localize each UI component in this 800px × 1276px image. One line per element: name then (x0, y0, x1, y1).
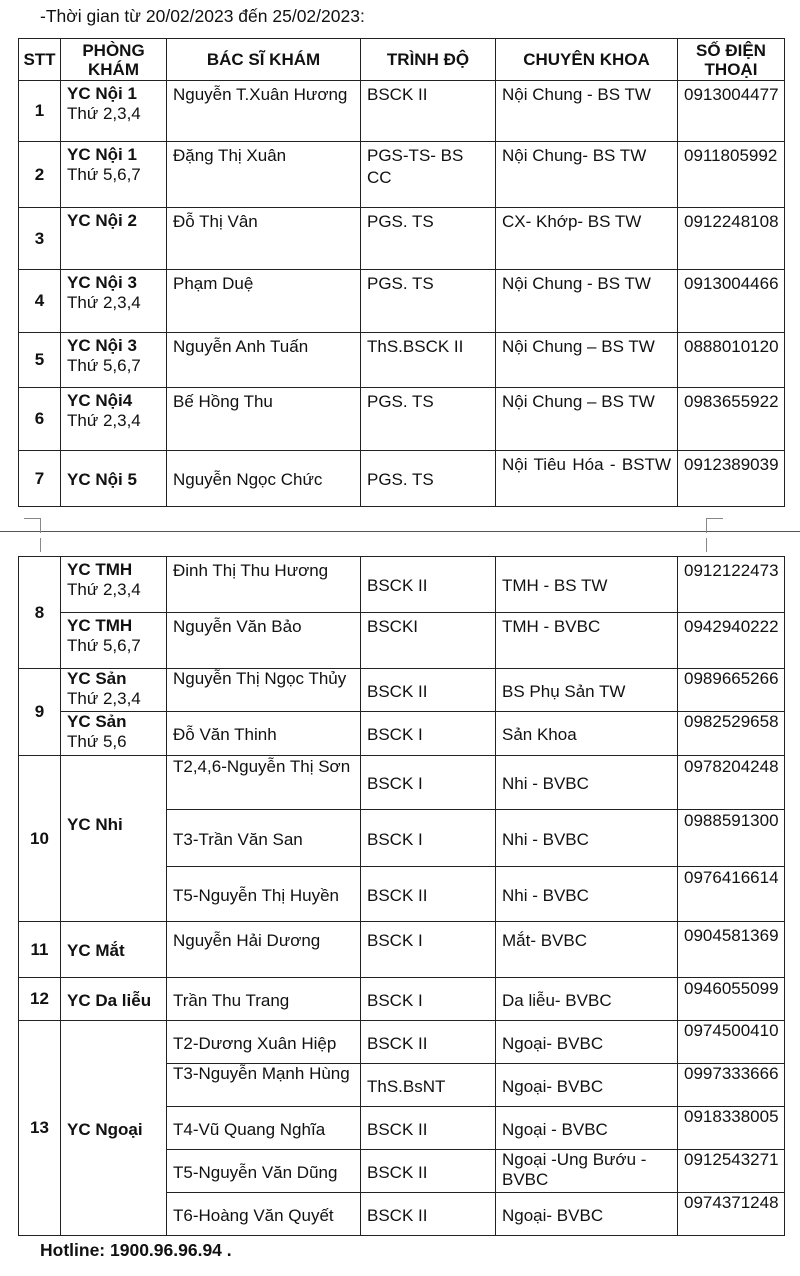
clinic-cell (61, 270, 167, 333)
doctor-degree: ThS.BSCK II (361, 333, 496, 388)
doctor-name: Bế Hồng Thu (167, 388, 361, 451)
doctor-degree: PGS. TS (361, 388, 496, 451)
schedule-period: -Thời gian từ 20/02/2023 đến 25/02/2023: (40, 6, 365, 26)
clinic-days: Thứ 5,6,7 (67, 165, 141, 184)
doctor-degree: BSCK I (361, 756, 496, 810)
specialty: Ngoại - BVBC (496, 1107, 678, 1150)
clinic-cell (61, 756, 167, 922)
row-number: 8 (19, 557, 61, 669)
clinic-cell (61, 388, 167, 451)
clinic-name: YC Nội 3 (67, 273, 137, 292)
clinic-name: YC Nội 3 (67, 336, 137, 355)
phone-number: 0982529658 (678, 712, 785, 756)
specialty: Sản Khoa (496, 712, 678, 756)
phone-number: 0913004466 (678, 270, 785, 333)
doctor-name: Nguyễn T.Xuân Hương (167, 81, 361, 142)
phone-number: 0913004477 (678, 81, 785, 142)
clinic-days: Thứ 2,3,4 (67, 104, 141, 123)
table-row (19, 1021, 785, 1064)
doctor-name: Trần Thu Trang (167, 978, 361, 1021)
clinic-days: Thứ 2,3,4 (67, 689, 141, 708)
doctor-degree: BSCK II (361, 669, 496, 712)
row-number: 4 (19, 270, 61, 333)
table-header-row (19, 39, 785, 81)
doctor-name: Đặng Thị Xuân (167, 142, 361, 208)
col-header-specialty: CHUYÊN KHOA (496, 39, 678, 81)
phone-number: 0974371248 (678, 1193, 785, 1236)
doctor-degree: PGS-TS- BS CC (361, 142, 496, 208)
doctor-degree: PGS. TS (361, 208, 496, 270)
table-row (19, 270, 785, 333)
clinic-name: YC Sản (67, 669, 127, 688)
row-number: 6 (19, 388, 61, 451)
table-row (19, 557, 785, 613)
doctor-degree: BSCK I (361, 978, 496, 1021)
clinic-cell (61, 557, 167, 613)
table-row (19, 712, 785, 756)
specialty: Nội Chung- BS TW (496, 142, 678, 208)
table-row (19, 333, 785, 388)
clinic-days: Thứ 2,3,4 (67, 293, 141, 312)
doctor-name: T6-Hoàng Văn Quyết (167, 1193, 361, 1236)
clinic-cell (61, 922, 167, 978)
col-header-degree: TRÌNH ĐỘ (361, 39, 496, 81)
doctor-degree: BSCKI (361, 613, 496, 669)
doctor-degree: BSCK II (361, 1193, 496, 1236)
page-corner-mark (706, 538, 723, 552)
specialty: Ngoại- BVBC (496, 1064, 678, 1107)
specialty: Nhi - BVBC (496, 810, 678, 867)
phone-number: 0912122473 (678, 557, 785, 613)
col-header-stt: STT (19, 39, 61, 81)
doctor-degree: PGS. TS (361, 451, 496, 507)
doctor-name: Đỗ Thị Vân (167, 208, 361, 270)
phone-number: 0918338005 (678, 1107, 785, 1150)
specialty: Mắt- BVBC (496, 922, 678, 978)
specialty: Nội Chung – BS TW (496, 333, 678, 388)
row-number: 5 (19, 333, 61, 388)
col-header-phone: SỐ ĐIỆN THOẠI (678, 39, 785, 81)
specialty: Nội Chung - BS TW (496, 81, 678, 142)
phone-number: 0946055099 (678, 978, 785, 1021)
clinic-days: Thứ 2,3,4 (67, 411, 141, 430)
phone-number: 0983655922 (678, 388, 785, 451)
specialty: Nội Tiêu Hóa - BSTW (496, 451, 678, 507)
specialty: Nhi - BVBC (496, 867, 678, 922)
doctor-degree: BSCK I (361, 810, 496, 867)
specialty: Ngoại- BVBC (496, 1021, 678, 1064)
clinic-cell (61, 451, 167, 507)
phone-number: 0912543271 (678, 1150, 785, 1193)
row-number: 12 (19, 978, 61, 1021)
table-row (19, 756, 785, 810)
table-row (19, 208, 785, 270)
clinic-cell (61, 1021, 167, 1236)
doctor-name: Đỗ Văn Thinh (167, 712, 361, 756)
doctor-name: T2-Dương Xuân Hiệp (167, 1021, 361, 1064)
row-number: 7 (19, 451, 61, 507)
phone-number: 0904581369 (678, 922, 785, 978)
doctor-degree: ThS.BsNT (361, 1064, 496, 1107)
clinic-name: YC Mắt (67, 941, 125, 960)
phone-number: 0888010120 (678, 333, 785, 388)
clinic-name: YC TMH (67, 616, 133, 635)
clinic-cell (61, 669, 167, 712)
page-corner-mark (706, 518, 723, 533)
clinic-cell (61, 712, 167, 756)
col-header-doctor: BÁC SĨ KHÁM (167, 39, 361, 81)
row-number: 3 (19, 208, 61, 270)
clinic-name: YC Sản (67, 712, 127, 731)
phone-number: 0911805992 (678, 142, 785, 208)
doctor-name: T4-Vũ Quang Nghĩa (167, 1107, 361, 1150)
specialty: BS Phụ Sản TW (496, 669, 678, 712)
row-number: 9 (19, 669, 61, 756)
doctor-degree: BSCK II (361, 81, 496, 142)
doctor-name: T3-Trần Văn San (167, 810, 361, 867)
clinic-name: YC Nội 1 (67, 145, 137, 164)
table-row (19, 451, 785, 507)
specialty: Ngoại- BVBC (496, 1193, 678, 1236)
clinic-cell (61, 978, 167, 1021)
doctor-degree: BSCK II (361, 867, 496, 922)
specialty: Ngoại -Ung Bướu - BVBC (496, 1150, 678, 1193)
clinic-name: YC Nội 1 (67, 84, 137, 103)
col-header-clinic: PHÒNG KHÁM (61, 39, 167, 81)
specialty: TMH - BVBC (496, 613, 678, 669)
doctor-degree: BSCK II (361, 557, 496, 613)
doctor-degree: BSCK I (361, 922, 496, 978)
clinic-days: Thứ 2,3,4 (67, 580, 141, 599)
phone-number: 0989665266 (678, 669, 785, 712)
clinic-name: YC Nội 5 (67, 470, 137, 489)
specialty: Nội Chung – BS TW (496, 388, 678, 451)
doctor-degree: BSCK II (361, 1150, 496, 1193)
row-number: 11 (19, 922, 61, 978)
clinic-cell (61, 208, 167, 270)
specialty: CX- Khớp- BS TW (496, 208, 678, 270)
clinic-cell (61, 142, 167, 208)
doctor-name: Phạm Duệ (167, 270, 361, 333)
clinic-days: Thứ 5,6,7 (67, 356, 141, 375)
table-row (19, 669, 785, 712)
table-row (19, 922, 785, 978)
clinic-name: YC TMH (67, 560, 133, 579)
doctor-degree: BSCK II (361, 1021, 496, 1064)
table-row (19, 978, 785, 1021)
doctor-name: Nguyễn Ngọc Chức (167, 451, 361, 507)
doctor-schedule-table-part-1 (18, 38, 785, 507)
phone-number: 0942940222 (678, 613, 785, 669)
phone-number: 0997333666 (678, 1064, 785, 1107)
clinic-name: YC Nội 2 (67, 211, 137, 230)
clinic-cell (61, 81, 167, 142)
clinic-name: YC Da liễu (67, 990, 152, 1010)
page-break-line (0, 531, 800, 532)
doctor-name: Nguyễn Thị Ngọc Thủy (167, 669, 361, 712)
row-number: 2 (19, 142, 61, 208)
doctor-name: T5-Nguyễn Thị Huyền (167, 867, 361, 922)
table-row (19, 81, 785, 142)
doctor-name: Nguyễn Hải Dương (167, 922, 361, 978)
page-corner-mark (24, 538, 41, 552)
table-row (19, 613, 785, 669)
phone-number: 0974500410 (678, 1021, 785, 1064)
table-row (19, 142, 785, 208)
clinic-cell (61, 333, 167, 388)
doctor-degree: BSCK I (361, 712, 496, 756)
page-corner-mark (24, 518, 41, 533)
table-row (19, 388, 785, 451)
row-number: 13 (19, 1021, 61, 1236)
specialty: TMH - BS TW (496, 557, 678, 613)
clinic-name: YC Ngoại (67, 1119, 143, 1139)
doctor-name: Đinh Thị Thu Hương (167, 557, 361, 613)
row-number: 10 (19, 756, 61, 922)
specialty: Da liễu- BVBC (496, 978, 678, 1021)
clinic-days: Thứ 5,6 (67, 732, 127, 751)
clinic-name: YC Nội4 (67, 391, 133, 410)
phone-number: 0978204248 (678, 756, 785, 810)
clinic-name: YC Nhi (67, 815, 123, 834)
doctor-schedule-table-part-2 (18, 556, 785, 1236)
phone-number: 0976416614 (678, 867, 785, 922)
phone-number: 0912389039 (678, 451, 785, 507)
phone-number: 0988591300 (678, 810, 785, 867)
doctor-degree: BSCK II (361, 1107, 496, 1150)
doctor-name: T2,4,6-Nguyễn Thị Sơn (167, 756, 361, 810)
specialty: Nhi - BVBC (496, 756, 678, 810)
doctor-name: Nguyễn Anh Tuấn (167, 333, 361, 388)
row-number: 1 (19, 81, 61, 142)
doctor-name: T5-Nguyễn Văn Dũng (167, 1150, 361, 1193)
phone-number: 0912248108 (678, 208, 785, 270)
doctor-name: T3-Nguyễn Mạnh Hùng (167, 1064, 361, 1107)
clinic-days: Thứ 5,6,7 (67, 636, 141, 655)
clinic-cell (61, 613, 167, 669)
doctor-name: Nguyễn Văn Bảo (167, 613, 361, 669)
doctor-degree: PGS. TS (361, 270, 496, 333)
hotline: Hotline: 1900.96.96.94 . (40, 1240, 232, 1260)
specialty: Nội Chung - BS TW (496, 270, 678, 333)
